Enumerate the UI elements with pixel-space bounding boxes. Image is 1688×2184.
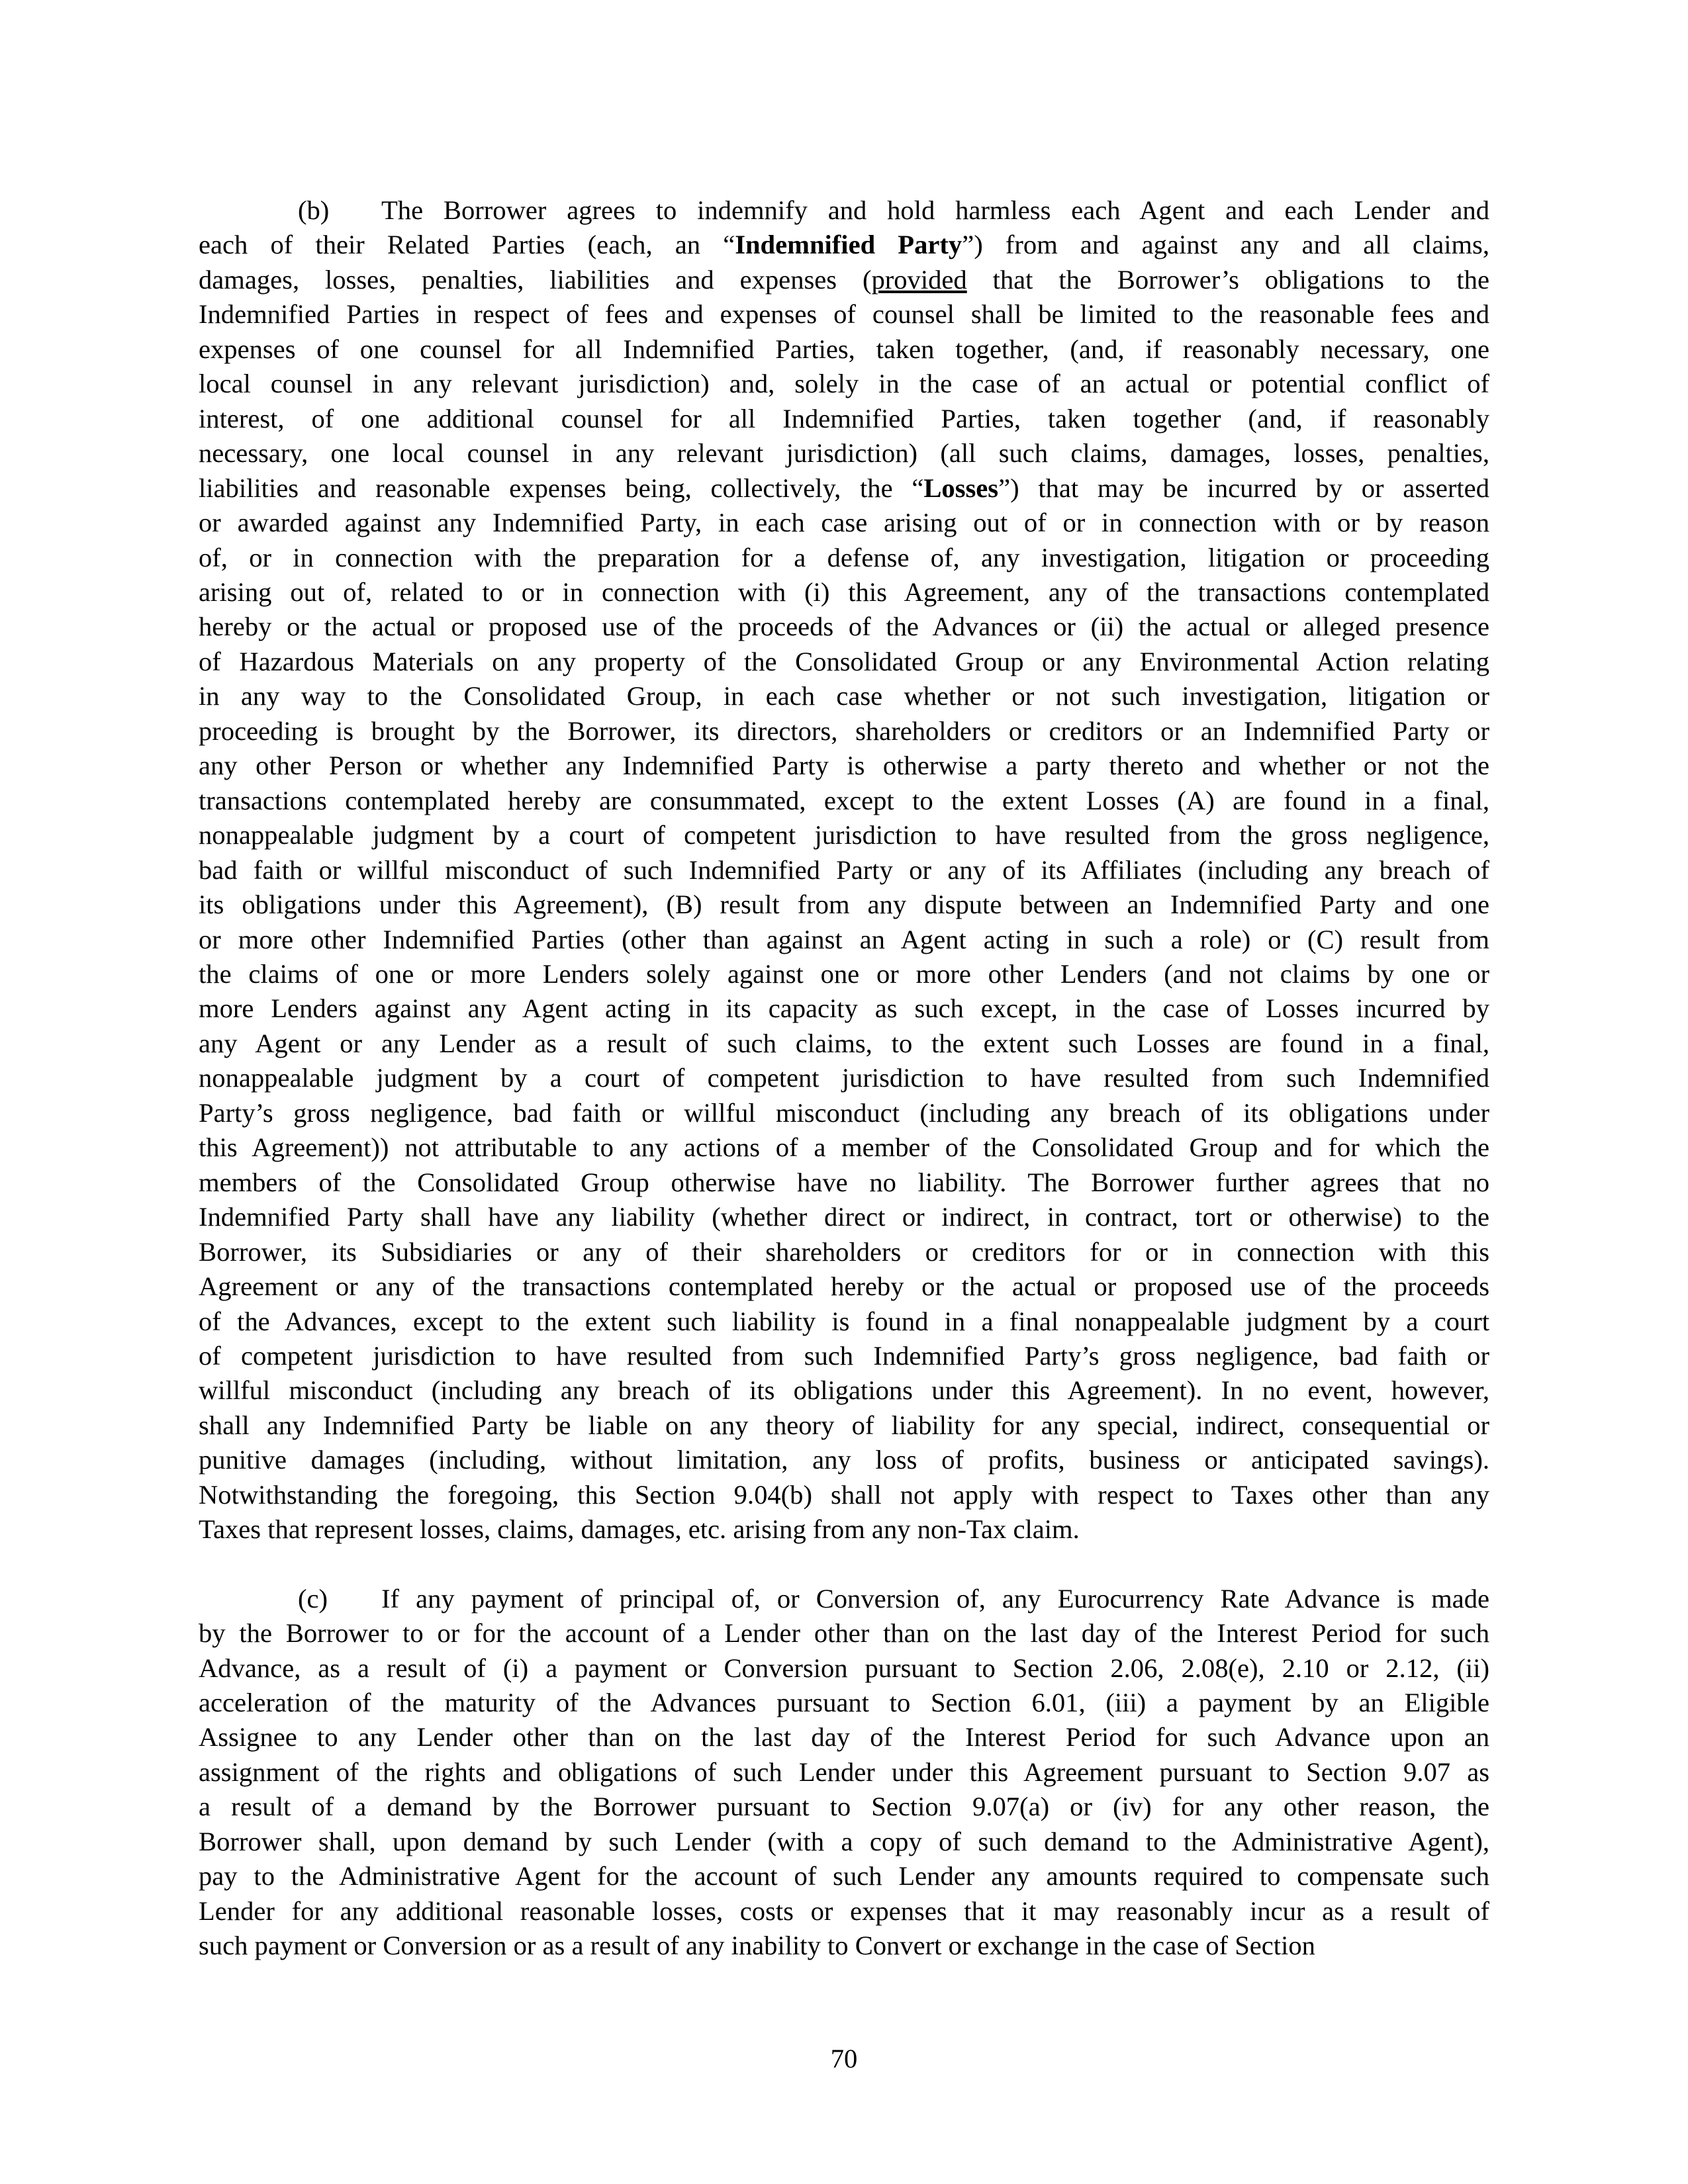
text-line xyxy=(199,1686,1489,1720)
text-segment: or more other Indemnified Parties (other than against an Agent acting in such a role) or (C) result from xyxy=(199,924,1489,954)
text-line xyxy=(199,1478,1489,1512)
text-line xyxy=(199,679,1489,713)
text-segment: liabilities and reasonable expenses being, collectively, the “ xyxy=(199,473,924,503)
document-page xyxy=(199,193,1489,1964)
text-line xyxy=(199,541,1489,575)
text-line xyxy=(199,1790,1489,1824)
text-segment: of Hazardous Materials on any property of the Consolidated Group or any Environmental Action relating xyxy=(199,646,1489,676)
text-line xyxy=(199,1026,1489,1061)
text-line xyxy=(199,1269,1489,1304)
paragraph-label: (b) xyxy=(298,195,330,225)
text-segment: any Agent or any Lender as a result of such claims, to the extent such Losses are found in a final, xyxy=(199,1028,1489,1058)
text-segment: a result of a demand by the Borrower pursuant to Section 9.07(a) or (iv) for any other reason, the xyxy=(199,1792,1489,1822)
defined-term: Indemnified Party xyxy=(735,230,962,260)
text-segment: Borrower, its Subsidiaries or any of their shareholders or creditors for or in connection with this xyxy=(199,1236,1489,1267)
text-segment: more Lenders against any Agent acting in its capacity as such except, in the case of Losses incurred by xyxy=(199,993,1489,1024)
text-segment: Taxes that represent losses, claims, damages, etc. arising from any non-Tax claim. xyxy=(199,1514,1080,1545)
text-segment: Lender for any additional reasonable losses, costs or expenses that it may reasonably incur as a result of xyxy=(199,1895,1489,1926)
text-segment: or awarded against any Indemnified Party, in each case arising out of or in connection with or by reason xyxy=(199,508,1489,538)
text-segment: Assignee to any Lender other than on the last day of the Interest Period for such Advance upon an xyxy=(199,1722,1489,1752)
text-line xyxy=(199,923,1489,957)
text-segment: in any way to the Consolidated Group, in each case whether or not such investigation, litigation or xyxy=(199,681,1489,711)
text-line xyxy=(199,1339,1489,1373)
text-segment: that the Borrower’s obligations to the xyxy=(966,264,1489,295)
text-segment: nonappealable judgment by a court of competent jurisdiction to have resulted from such Indemnified xyxy=(199,1063,1489,1093)
text-segment: Borrower shall, upon demand by such Lender (with a copy of such demand to the Administrative Agent), xyxy=(199,1826,1489,1856)
text-line xyxy=(199,1130,1489,1165)
text-segment: bad faith or willful misconduct of such Indemnified Party or any of its Affiliates (including any breach of xyxy=(199,854,1489,885)
text-line xyxy=(199,887,1489,922)
text-line xyxy=(199,645,1489,679)
text-segment: of the Advances, except to the extent such liability is found in a final nonappealable judgment by a court xyxy=(199,1306,1489,1336)
text-segment: proceeding is brought by the Borrower, its directors, shareholders or creditors or an Indemnified Party or xyxy=(199,715,1489,746)
text-segment: arising out of, related to or in connection with (i) this Agreement, any of the transactions contemplated xyxy=(199,576,1489,607)
text-segment: by the Borrower to or for the account of a Lender other than on the last day of the Interest Period for such xyxy=(199,1618,1489,1649)
text-segment: such payment or Conversion or as a result of any inability to Convert or exchange in the case of Section xyxy=(199,1931,1315,1961)
text-line xyxy=(199,1616,1489,1651)
text-line xyxy=(199,1755,1489,1790)
text-segment: The Borrower agrees to indemnify and hold harmless each Agent and each Lender and xyxy=(381,195,1489,225)
text-line xyxy=(199,1720,1489,1754)
text-segment: nonappealable judgment by a court of competent jurisdiction to have resulted from the gross negligence, xyxy=(199,820,1489,850)
text-line xyxy=(199,1373,1489,1408)
text-segment: If any payment of principal of, or Conversion of, any Eurocurrency Rate Advance is made xyxy=(381,1583,1489,1614)
text-line xyxy=(199,332,1489,367)
paragraph-b xyxy=(199,193,1489,1547)
text-segment: Agreement or any of the transactions contemplated hereby or the actual or proposed use of the proceeds xyxy=(199,1271,1489,1302)
text-line xyxy=(199,1929,1489,1963)
text-segment: Indemnified Party shall have any liability (whether direct or indirect, in contract, tort or otherwise) to the xyxy=(199,1202,1489,1232)
text-segment: hereby or the actual or proposed use of the proceeds of the Advances or (ii) the actual or alleged presence xyxy=(199,612,1489,642)
text-line xyxy=(199,1443,1489,1477)
text-line xyxy=(199,1096,1489,1130)
text-segment: each of their Related Parties (each, an “ xyxy=(199,230,735,260)
text-segment: interest, of one additional counsel for all Indemnified Parties, taken together (and, if reasonably xyxy=(199,403,1489,433)
text-line xyxy=(199,402,1489,436)
text-segment: damages, losses, penalties, liabilities and expenses ( xyxy=(199,264,872,295)
text-line xyxy=(199,784,1489,818)
text-line xyxy=(199,818,1489,852)
text-segment: local counsel in any relevant jurisdiction) and, solely in the case of an actual or potential conflict of xyxy=(199,369,1489,399)
text-line xyxy=(199,263,1489,297)
text-segment: Indemnified Parties in respect of fees and expenses of counsel shall be limited to the reasonable fees and xyxy=(199,299,1489,330)
text-segment: any other Person or whether any Indemnified Party is otherwise a party thereto and whether or not the xyxy=(199,751,1489,781)
text-segment: punitive damages (including, without limitation, any loss of profits, business or anticipated savings). xyxy=(199,1445,1489,1475)
defined-term: provided xyxy=(871,264,967,295)
text-line xyxy=(199,1894,1489,1929)
text-segment: Party’s gross negligence, bad faith or willful misconduct (including any breach of its obligations under xyxy=(199,1097,1489,1128)
paragraph-spacer xyxy=(199,1547,1489,1582)
text-line xyxy=(199,1061,1489,1095)
text-segment: its obligations under this Agreement), (B) result from any dispute between an Indemnified Party and one xyxy=(199,889,1489,920)
text-segment: necessary, one local counsel in any relevant jurisdiction) (all such claims, damages, losses, penalties, xyxy=(199,438,1489,469)
text-segment: shall any Indemnified Party be liable on any theory of liability for any special, indirect, consequential or xyxy=(199,1410,1489,1440)
defined-term: Losses xyxy=(923,473,999,503)
text-line xyxy=(199,1512,1489,1547)
text-line xyxy=(199,749,1489,783)
text-line xyxy=(199,1859,1489,1893)
text-line xyxy=(199,1165,1489,1200)
text-line xyxy=(199,957,1489,991)
text-line xyxy=(199,297,1489,332)
text-segment: Advance, as a result of (i) a payment or Conversion pursuant to Section 2.06, 2.08(e), 2.10 or 2.12, (ii) xyxy=(199,1653,1489,1683)
text-line xyxy=(199,853,1489,887)
text-segment: expenses of one counsel for all Indemnified Parties, taken together, (and, if reasonably necessary, one xyxy=(199,334,1489,364)
text-segment: of, or in connection with the preparation for a defense of, any investigation, litigation or proceeding xyxy=(199,542,1489,572)
text-line xyxy=(199,506,1489,540)
text-segment: members of the Consolidated Group otherwise have no liability. The Borrower further agrees that no xyxy=(199,1167,1489,1197)
paragraph-c xyxy=(199,1582,1489,1964)
text-line xyxy=(199,367,1489,401)
text-segment: Notwithstanding the foregoing, this Section 9.04(b) shall not apply with respect to Taxes other than any xyxy=(199,1479,1489,1510)
text-line xyxy=(199,1825,1489,1859)
text-segment: of competent jurisdiction to have resulted from such Indemnified Party’s gross negligence, bad faith or xyxy=(199,1340,1489,1371)
text-line xyxy=(199,1582,1489,1616)
text-line xyxy=(199,1651,1489,1686)
text-segment: this Agreement)) not attributable to any actions of a member of the Consolidated Group and for which the xyxy=(199,1132,1489,1163)
text-segment: assignment of the rights and obligations of such Lender under this Agreement pursuant to Section 9.07 as xyxy=(199,1756,1489,1787)
text-segment: transactions contemplated hereby are consummated, except to the extent Losses (A) are found in a final, xyxy=(199,785,1489,815)
text-segment: ”) that may be incurred by or asserted xyxy=(998,473,1489,503)
text-line xyxy=(199,436,1489,471)
text-line xyxy=(199,193,1489,228)
text-line xyxy=(199,714,1489,749)
text-line xyxy=(199,1200,1489,1234)
text-line xyxy=(199,610,1489,644)
paragraph-label: (c) xyxy=(298,1583,328,1614)
text-line xyxy=(199,471,1489,506)
text-segment: pay to the Administrative Agent for the account of such Lender any amounts required to compensate such xyxy=(199,1861,1489,1891)
text-segment: willful misconduct (including any breach of its obligations under this Agreement). In no event, however, xyxy=(199,1375,1489,1406)
text-line xyxy=(199,1304,1489,1339)
text-segment: ”) from and against any and all claims, xyxy=(962,230,1489,260)
text-line xyxy=(199,1408,1489,1443)
page-number: 70 xyxy=(830,2044,858,2073)
text-segment: the claims of one or more Lenders solely against one or more other Lenders (and not claims by one or xyxy=(199,958,1489,989)
text-line xyxy=(199,991,1489,1026)
text-segment: acceleration of the maturity of the Advances pursuant to Section 6.01, (iii) a payment by an Eligible xyxy=(199,1688,1489,1718)
text-line xyxy=(199,575,1489,610)
text-line xyxy=(199,228,1489,262)
text-line xyxy=(199,1235,1489,1269)
